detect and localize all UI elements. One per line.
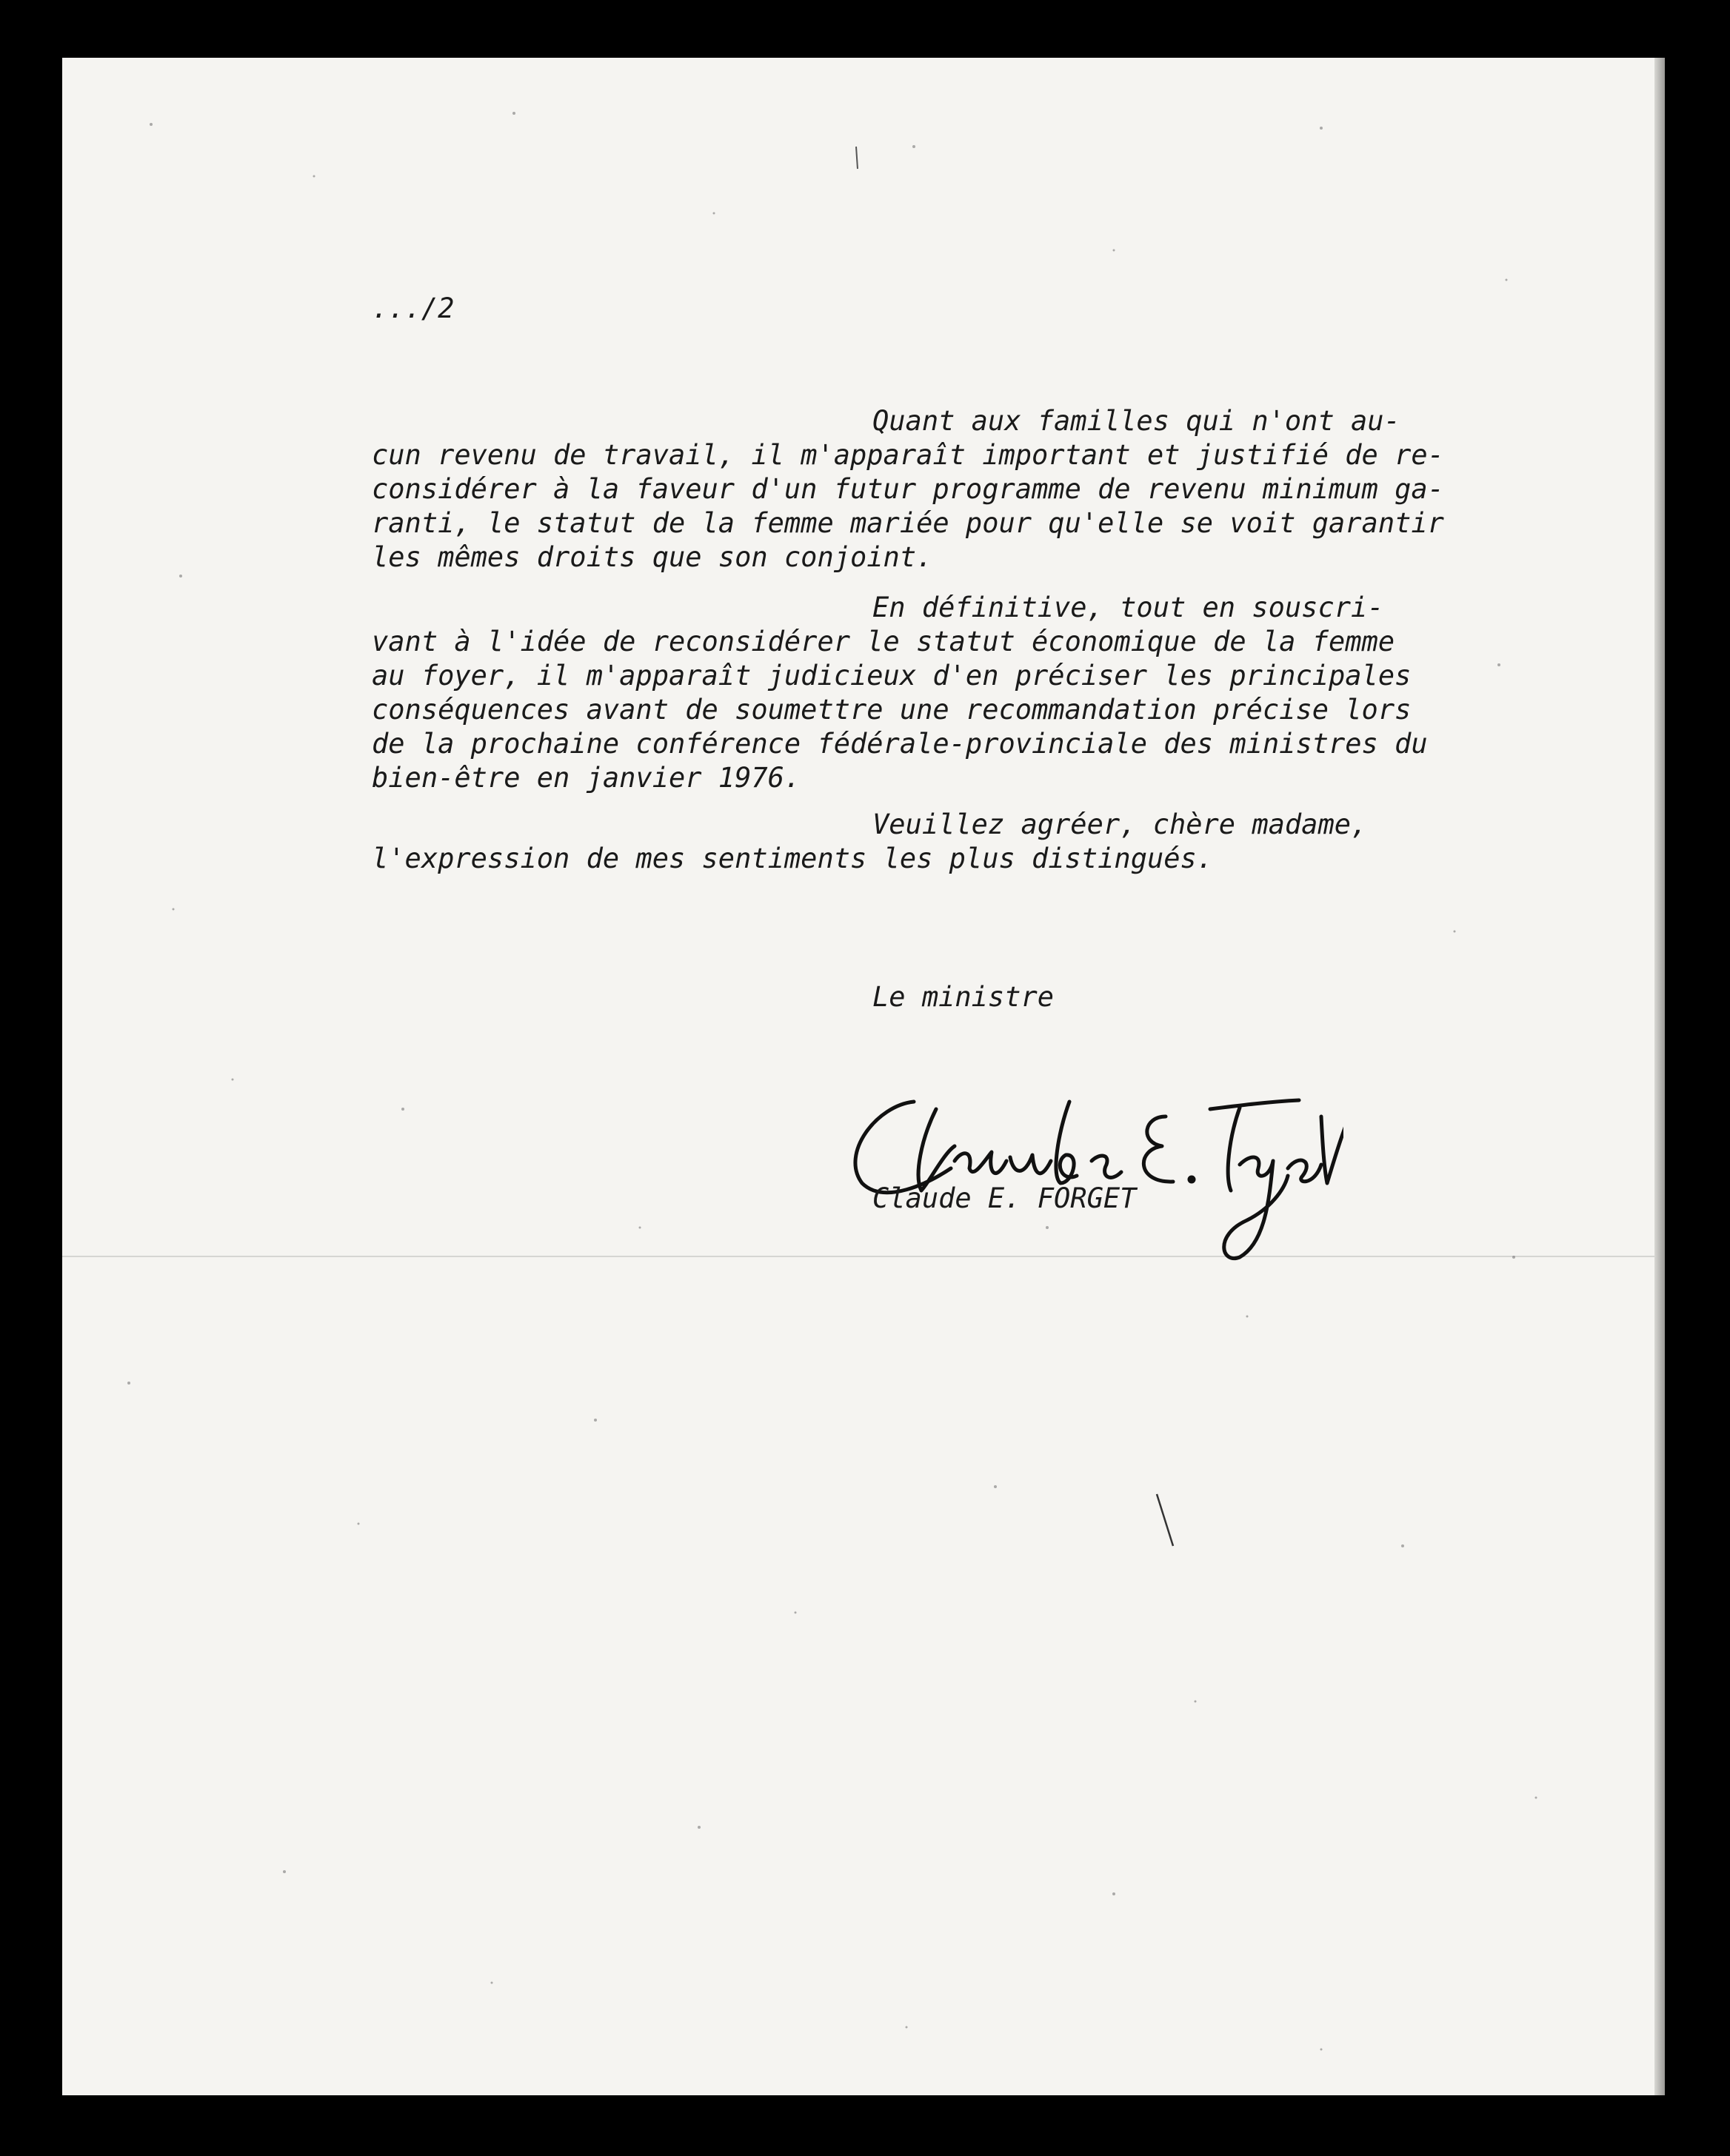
paragraph-line: les mêmes droits que son conjoint.: [372, 541, 933, 573]
paragraph-line: de la prochaine conférence fédérale-provinciale des ministres du: [372, 728, 1428, 760]
paragraph-line: ranti, le statut de la femme mariée pour qu'elle se voit garantir: [372, 507, 1444, 539]
paragraph-line: Veuillez agréer, chère madame,: [872, 808, 1368, 840]
paragraph-2: [372, 591, 1438, 795]
paragraph-line: cun revenu de travail, il m'apparaît important et justifié de re-: [372, 439, 1444, 471]
paragraph-line: au foyer, il m'apparaît judicieux d'en préciser les principales: [372, 660, 1412, 692]
spiral-binding: [1649, 161, 1665, 2095]
paragraph-3: [372, 808, 1438, 876]
paragraph-line: conséquences avant de soumettre une recommandation précise lors: [372, 694, 1412, 726]
paragraph-1: [372, 404, 1444, 575]
signatory-name: Claude E. FORGET: [872, 1182, 1137, 1214]
paragraph-line: vant à l'idée de reconsidérer le statut économique de la femme: [372, 626, 1395, 657]
paragraph-line: Quant aux familles qui n'ont au-: [872, 405, 1400, 437]
paragraph-line: l'expression de mes sentiments les plus distingués.: [372, 843, 1214, 874]
paragraph-line: En définitive, tout en souscri-: [872, 592, 1384, 623]
paragraph-line: considérer à la faveur d'un futur programme de revenu minimum ga-: [372, 473, 1444, 505]
paragraph-line: bien-être en janvier 1976.: [372, 762, 801, 794]
closing-title: Le ministre: [872, 981, 1055, 1013]
letter-page: [62, 58, 1665, 2095]
page-reference: .../2: [372, 292, 455, 324]
